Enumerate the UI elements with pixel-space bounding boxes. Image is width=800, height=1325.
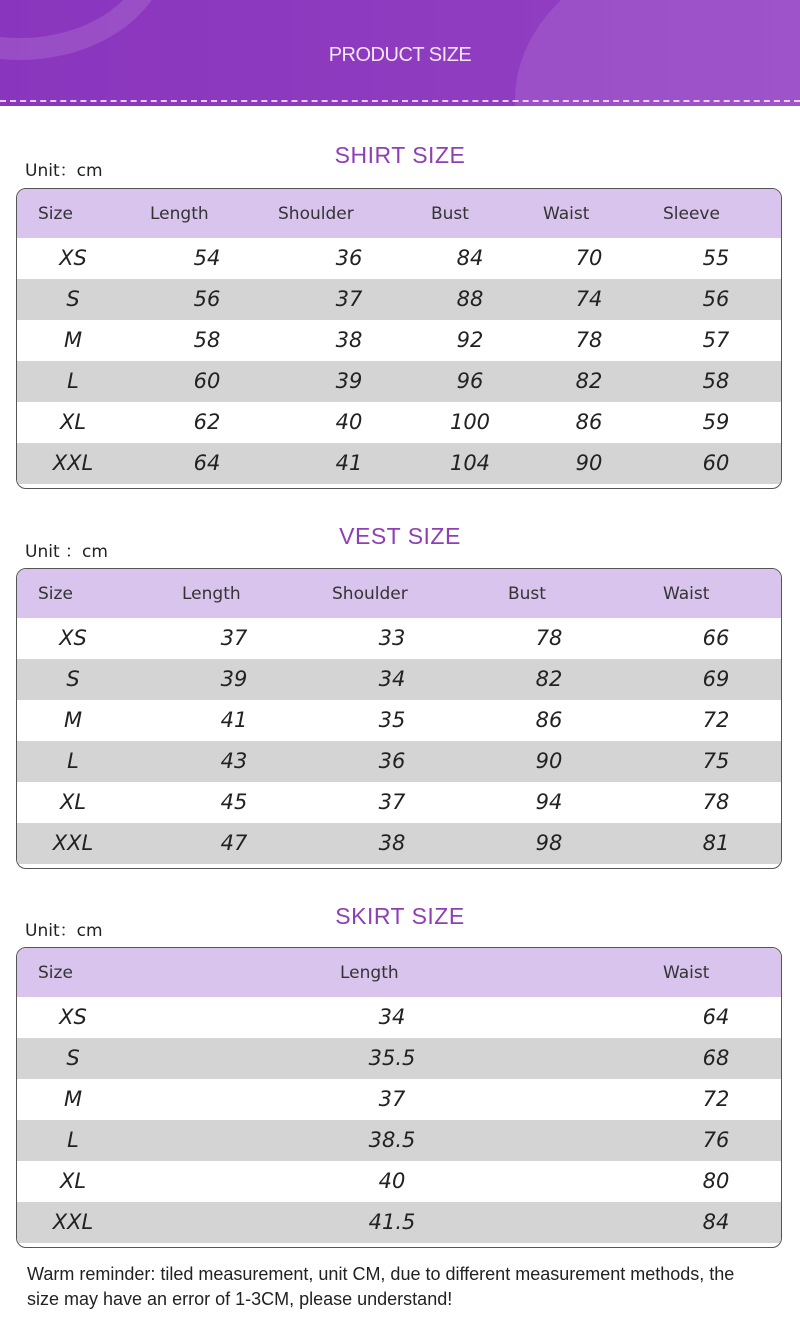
shirt-table-header [17, 189, 781, 238]
measurement-cell: 90 [575, 451, 603, 475]
product-size-banner [0, 0, 800, 106]
measurement-cell: 36 [378, 749, 406, 773]
size-cell: XXL [52, 831, 94, 855]
table-row [17, 443, 781, 484]
measurement-cell: 82 [575, 369, 603, 393]
measurement-cell: 41 [220, 708, 248, 732]
table-row [17, 238, 781, 279]
column-header: Length [340, 963, 399, 983]
table-row [17, 1202, 781, 1243]
measurement-cell: 69 [702, 667, 730, 691]
measurement-cell: 78 [702, 790, 730, 814]
column-header: Shoulder [278, 204, 354, 224]
measurement-cell: 41 [335, 451, 363, 475]
measurement-cell: 39 [220, 667, 248, 691]
measurement-cell: 59 [702, 410, 730, 434]
column-header: Length [150, 204, 209, 224]
measurement-cell: 104 [449, 451, 491, 475]
table-row [17, 1120, 781, 1161]
shirt-section-title: SHIRT SIZE [334, 142, 466, 168]
measurement-cell: 37 [220, 626, 248, 650]
measurement-cell: 40 [378, 1169, 406, 1193]
table-row [17, 402, 781, 443]
measurement-cell: 37 [378, 790, 406, 814]
column-header: Length [182, 584, 241, 604]
shirt-size-table [16, 188, 782, 489]
size-cell: XS [59, 246, 87, 270]
skirt-unit-label: Unit：cm [25, 921, 103, 941]
measurement-cell: 86 [535, 708, 563, 732]
banner-title: PRODUCT SIZE [328, 44, 472, 66]
table-row [17, 279, 781, 320]
measurement-cell: 60 [193, 369, 221, 393]
size-cell: L [67, 369, 79, 393]
table-row [17, 1079, 781, 1120]
measurement-cell: 45 [220, 790, 248, 814]
column-header: Waist [663, 584, 710, 604]
measurement-cell: 81 [702, 831, 730, 855]
measurement-cell: 33 [378, 626, 406, 650]
measurement-cell: 41.5 [368, 1210, 416, 1234]
size-cell: XS [59, 1005, 87, 1029]
skirt-section-title: SKIRT SIZE [335, 903, 465, 929]
measurement-cell: 78 [575, 328, 603, 352]
measurement-cell: 96 [456, 369, 484, 393]
size-cell: M [63, 328, 83, 352]
measurement-cell: 58 [702, 369, 730, 393]
table-row [17, 700, 781, 741]
measurement-cell: 86 [575, 410, 603, 434]
measurement-cell: 38 [378, 831, 406, 855]
size-cell: XL [59, 1169, 87, 1193]
measurement-cell: 36 [335, 246, 363, 270]
size-cell: S [66, 667, 80, 691]
measurement-cell: 80 [702, 1169, 730, 1193]
measurement-cell: 38.5 [368, 1128, 416, 1152]
measurement-cell: 78 [535, 626, 563, 650]
measurement-cell: 34 [378, 1005, 406, 1029]
measurement-cell: 47 [220, 831, 248, 855]
measurement-cell: 35 [378, 708, 406, 732]
table-row [17, 997, 781, 1038]
size-cell: L [67, 1128, 79, 1152]
measurement-cell: 98 [535, 831, 563, 855]
size-cell: XXL [52, 1210, 94, 1234]
size-cell: S [66, 287, 80, 311]
measurement-cell: 90 [535, 749, 563, 773]
column-header: Waist [543, 204, 590, 224]
measurement-cell: 37 [378, 1087, 406, 1111]
measurement-cell: 39 [335, 369, 363, 393]
table-row [17, 741, 781, 782]
column-header: Size [38, 204, 73, 224]
measurement-cell: 56 [702, 287, 730, 311]
measurement-cell: 64 [702, 1005, 730, 1029]
table-row [17, 1161, 781, 1202]
measurement-cell: 35.5 [368, 1046, 416, 1070]
warm-reminder-note: Warm reminder: tiled measurement, unit CM, due to different measurement methods, the size may have an error of 1-3CM, please understand! [27, 1264, 735, 1309]
column-header: Bust [508, 584, 546, 604]
banner-dashed-line [0, 100, 800, 102]
size-cell: XL [59, 410, 87, 434]
table-row [17, 659, 781, 700]
measurement-cell: 40 [335, 410, 363, 434]
measurement-cell: 62 [193, 410, 221, 434]
measurement-cell: 66 [702, 626, 730, 650]
measurement-cell: 84 [456, 246, 484, 270]
measurement-cell: 94 [535, 790, 563, 814]
size-cell: XL [59, 790, 87, 814]
column-header: Bust [431, 204, 469, 224]
size-cell: XS [59, 626, 87, 650]
column-header: Size [38, 584, 73, 604]
measurement-cell: 88 [456, 287, 484, 311]
table-row [17, 618, 781, 659]
measurement-cell: 76 [702, 1128, 730, 1152]
measurement-cell: 57 [702, 328, 730, 352]
size-cell: XXL [52, 451, 94, 475]
table-row [17, 1038, 781, 1079]
vest-section-title: VEST SIZE [339, 523, 461, 549]
measurement-cell: 58 [193, 328, 221, 352]
measurement-cell: 100 [449, 410, 491, 434]
column-header: Size [38, 963, 73, 983]
measurement-cell: 68 [702, 1046, 730, 1070]
vest-table-header [17, 569, 781, 618]
skirt-size-table [16, 947, 782, 1248]
table-row [17, 782, 781, 823]
column-header: Shoulder [332, 584, 408, 604]
measurement-cell: 72 [702, 708, 730, 732]
size-cell: M [63, 1087, 83, 1111]
measurement-cell: 74 [575, 287, 603, 311]
skirt-table-header [17, 948, 781, 997]
table-row [17, 361, 781, 402]
measurement-cell: 82 [535, 667, 563, 691]
table-row [17, 823, 781, 864]
measurement-cell: 43 [220, 749, 248, 773]
measurement-cell: 56 [193, 287, 221, 311]
measurement-cell: 64 [193, 451, 221, 475]
measurement-cell: 92 [456, 328, 484, 352]
size-cell: L [67, 749, 79, 773]
table-row [17, 320, 781, 361]
measurement-cell: 54 [193, 246, 221, 270]
measurement-cell: 55 [702, 246, 730, 270]
measurement-cell: 37 [335, 287, 363, 311]
measurement-cell: 84 [702, 1210, 730, 1234]
size-cell: M [63, 708, 83, 732]
vest-size-table [16, 568, 782, 869]
measurement-cell: 75 [702, 749, 730, 773]
shirt-unit-label: Unit：cm [25, 161, 103, 181]
measurement-cell: 34 [378, 667, 406, 691]
size-cell: S [66, 1046, 80, 1070]
vest-unit-label: Unit ：cm [25, 542, 108, 562]
column-header: Sleeve [663, 204, 720, 224]
column-header: Waist [663, 963, 710, 983]
measurement-cell: 70 [575, 246, 603, 270]
measurement-cell: 72 [702, 1087, 730, 1111]
measurement-cell: 60 [702, 451, 730, 475]
measurement-cell: 38 [335, 328, 363, 352]
